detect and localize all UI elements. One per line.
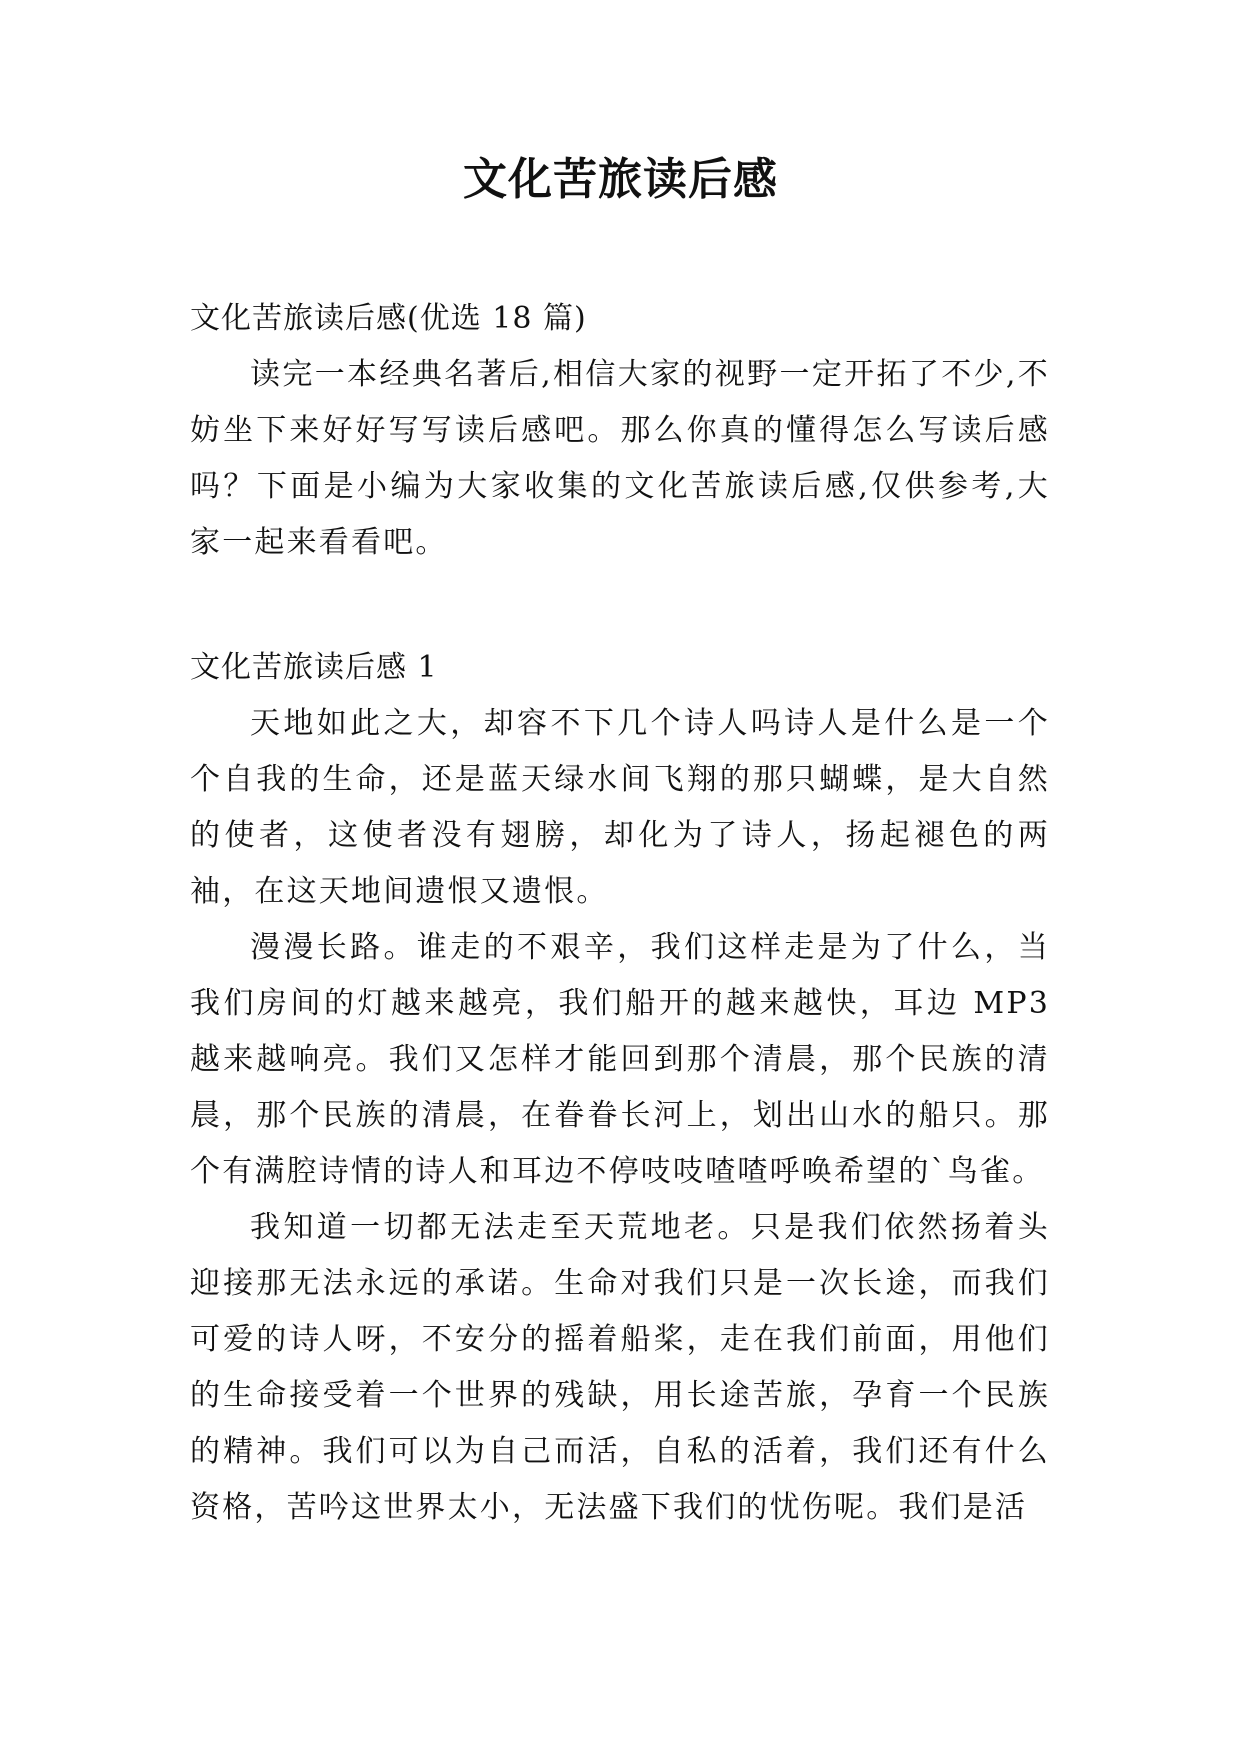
intro-paragraph: 读完一本经典名著后,相信大家的视野一定开拓了不少,不妨坐下来好好写写读后感吧。那么你真的懂得怎么写读后感吗？下面是小编为大家收集的文化苦旅读后感,仅供参考,大家一起来看看吧。 xyxy=(190,357,1050,560)
section1-paragraph-2: 漫漫长路。谁走的不艰辛，我们这样走是为了什么，当我们房间的灯越来越亮，我们船开的越来越快，耳边 MP3 越来越响亮。我们又怎样才能回到那个清晨，那个民族的清晨，那个民族的清晨，在眷眷长河上，划出山水的船只。那个有满腔诗情的诗人和耳边不停吱吱喳喳呼唤希望的`鸟雀。 xyxy=(190,930,1050,1189)
document-body xyxy=(190,291,1050,1536)
section-spacer xyxy=(190,571,1050,640)
section1-paragraph-3: 我知道一切都无法走至天荒地老。只是我们依然扬着头迎接那无法永远的承诺。生命对我们只是一次长途，而我们可爱的诗人呀，不安分的摇着船桨，走在我们前面，用他们的生命接受着一个世界的残缺，用长途苦旅，孕育一个民族的精神。我们可以为自己而活，自私的活着，我们还有什么资格，苦吟这世界太小，无法盛下我们的忧伤呢。我们是活 xyxy=(190,1210,1050,1525)
section-heading-1: 文化苦旅读后感 1 xyxy=(190,650,438,685)
document-subtitle: 文化苦旅读后感(优选 18 篇) xyxy=(190,301,587,336)
document-title: 文化苦旅读后感 xyxy=(463,154,778,205)
section1-paragraph-1: 天地如此之大，却容不下几个诗人吗诗人是什么是一个个自我的生命，还是蓝天绿水间飞翔的那只蝴蝶，是大自然的使者，这使者没有翅膀，却化为了诗人，扬起褪色的两袖，在这天地间遗恨又遗恨。 xyxy=(190,706,1050,909)
